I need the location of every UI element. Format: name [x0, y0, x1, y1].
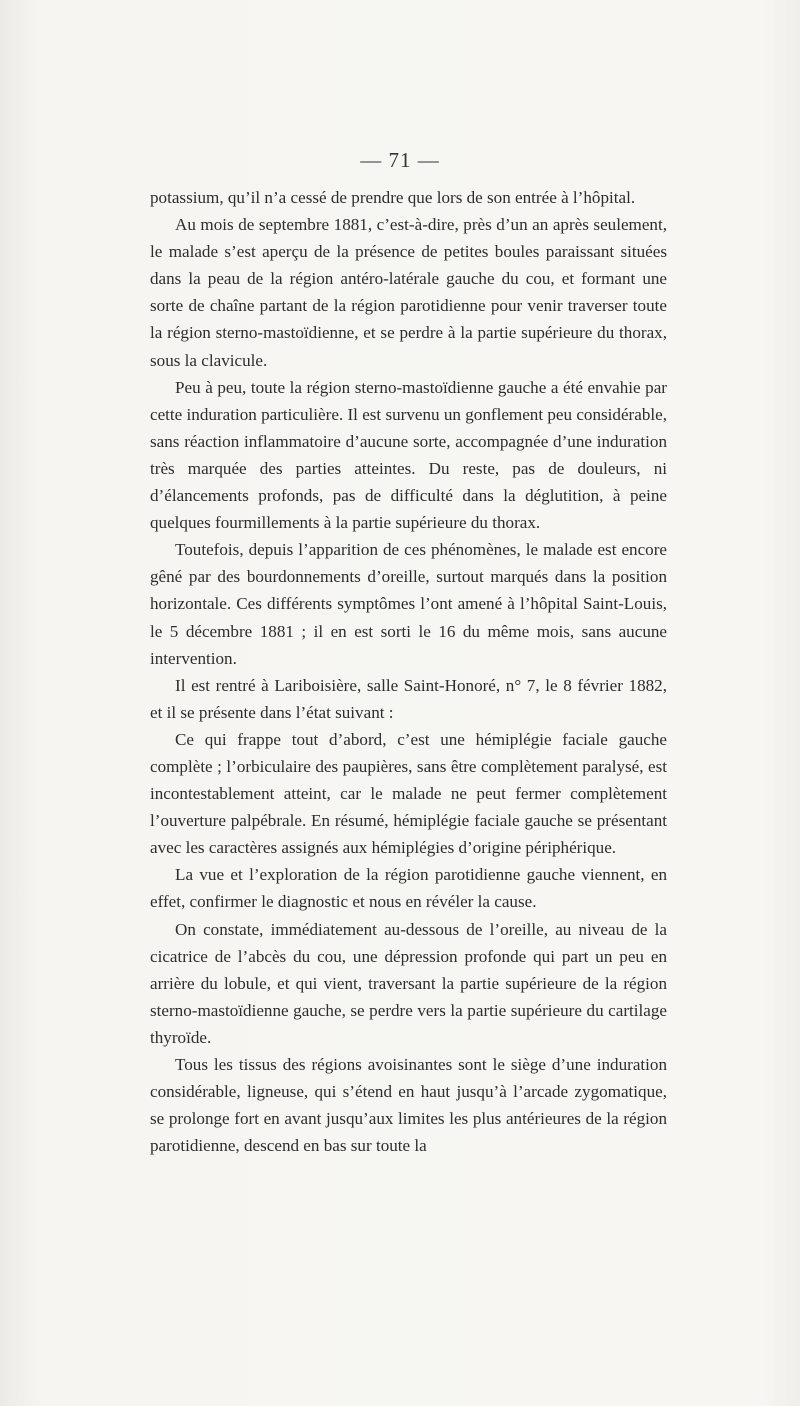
- paragraph: Peu à peu, toute la région sterno-mastoïdienne gauche a été envahie par cette induration particulière. Il est survenu un gonflement peu considérable, sans réaction inflammatoire d’aucune sorte, accompagnée d’une induration très marquée des parties atteintes. Du reste, pas de douleurs, ni d’élancements profonds, pas de difficulté dans la déglutition, à peine quelques fourmillements à la partie supérieure du thorax.: [150, 377, 667, 533]
- paragraph: potassium, qu’il n’a cessé de prendre que lors de son entrée à l’hôpital.: [150, 188, 636, 207]
- body-text: [150, 184, 667, 1159]
- paragraph: Toutefois, depuis l’apparition de ces phénomènes, le malade est encore gêné par des bourdonnements d’oreille, surtout marqués dans la position horizontale. Ces différents symptômes l’ont amené à l’hôpital Saint-Louis, le 5 décembre 1881 ; il en est sorti le 16 du même mois, sans aucune intervention.: [150, 540, 667, 668]
- paragraph: Il est rentré à Lariboisière, salle Saint-Honoré, n° 7, le 8 février 1882, et il se présente dans l’état suivant :: [150, 675, 667, 722]
- page-number: — 71 —: [360, 148, 440, 172]
- paragraph: On constate, immédiatement au-dessous de l’oreille, au niveau de la cicatrice de l’abcès du cou, une dépression profonde qui part un peu en arrière du lobule, et qui vient, traversant la partie supérieure de la région sterno-mastoïdienne gauche, se perdre vers la partie supérieure du cartilage thyroïde.: [150, 919, 667, 1047]
- paragraph: La vue et l’exploration de la région parotidienne gauche viennent, en effet, confirmer le diagnostic et nous en révéler la cause.: [150, 865, 667, 912]
- paragraph: Ce qui frappe tout d’abord, c’est une hémiplégie faciale gauche complète ; l’orbiculaire des paupières, sans être complètement paralysé, est incontestablement atteint, car le malade ne peut fermer complètement l’ouverture palpébrale. En résumé, hémiplégie faciale gauche se présentant avec les caractères assignés aux hémiplégies d’origine périphérique.: [150, 729, 667, 858]
- paragraph: Tous les tissus des régions avoisinantes sont le siège d’une induration considérable, ligneuse, qui s’étend en haut jusqu’à l’arcade zygomatique, se prolonge fort en avant jusqu’aux limites les plus antérieures de la région parotidienne, descend en bas sur toute la: [150, 1055, 667, 1156]
- paragraph: Au mois de septembre 1881, c’est-à-dire, près d’un an après seulement, le malade s’est aperçu de la présence de petites boules paraissant situées dans la peau de la région antéro-latérale gauche du cou, et formant une sorte de chaîne partant de la région parotidienne pour venir traverser toute la région sterno-mastoïdienne, et se perdre à la partie supérieure du thorax, sous la clavicule.: [150, 215, 667, 370]
